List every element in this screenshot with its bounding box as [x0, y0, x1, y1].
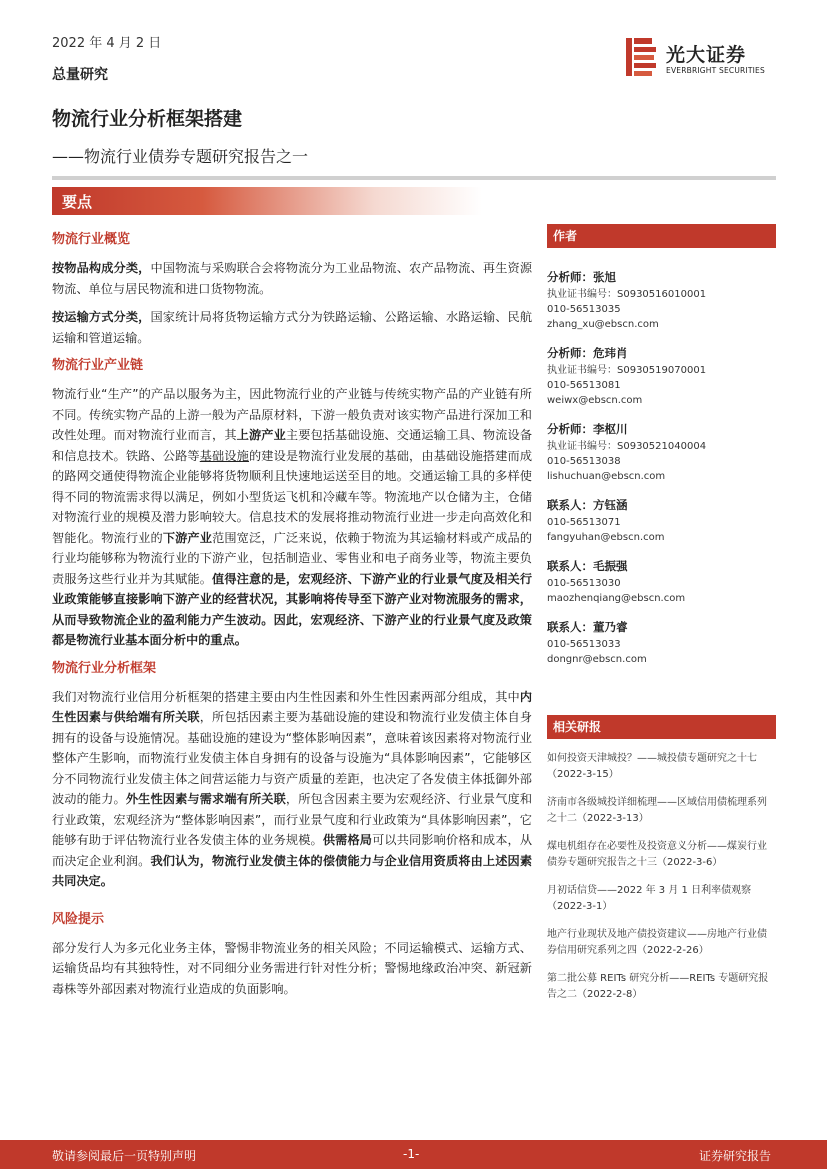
related-report-item[interactable]: 如何投资天津城投？——城投债专题研究之十七（2022-3-15） — [547, 753, 757, 780]
report-subtitle: ——物流行业债券专题研究报告之一 — [52, 147, 309, 166]
key-points-banner — [52, 187, 482, 215]
related-report-item[interactable]: 煤电机组存在必要性及投资意义分析——煤炭行业债券专题研究报告之十三（2022-3-6） — [547, 841, 767, 868]
author-email: zhang_xu@ebscn.com — [547, 319, 659, 330]
author-phone: 010-56513081 — [547, 380, 621, 391]
author-cert: 执业证书编号：S0930521040004 — [547, 441, 707, 452]
report-date: 2022 年 4 月 2 日 — [52, 36, 162, 51]
author-card — [547, 346, 776, 408]
body-text: 中国物流与采购联合会将物流分为工业品物流、农产品物流、再生资源物流、单位与居民物流和进口货物物流。 — [52, 261, 533, 296]
key-points-label: 要点 — [62, 193, 93, 211]
section-heading-framework: 物流行业分析框架 — [52, 660, 157, 676]
body-text: 我们对物流行业信用分析框架的搭建主要由内生性因素和外生性因素两部分组成，其中 — [52, 689, 520, 704]
section-heading-risk: 风险提示 — [52, 911, 105, 927]
related-report-item[interactable]: 地产行业现状及地产债投资建议——房地产行业债券信用研究系列之四（2022-2-26） — [547, 929, 767, 956]
related-reports-panel — [547, 715, 776, 1003]
emphasis-text: 上游产业 — [236, 428, 286, 442]
contact-name: 联系人：毛振强 — [547, 559, 628, 573]
report-title: 物流行业分析框架搭建 — [52, 108, 243, 130]
author-cert: 执业证书编号：S0930519070001 — [547, 365, 707, 376]
author-name: 分析师：张旭 — [547, 270, 616, 284]
body-text: 的建设是物流行业发展的基础，由基础设施搭建而成的路网交通使得物流企业能够将货物顺利且快速地运送至目的地。交通运输工具的多样使得不同的物流需求得以满足，例如小型货运飞机和冷藏车等。物流地产以仓储为主，仓储对物流行业的规模及潜力影响较大。信息技术的发展将推动物流行业进一步走向高效化和智能化。物流行业的 — [52, 448, 533, 545]
header-divider — [52, 176, 776, 180]
underlined-text: 基础设施 — [199, 448, 249, 463]
section-heading-chain: 物流行业产业链 — [52, 358, 144, 373]
paragraph-chain — [52, 384, 532, 651]
author-card — [547, 270, 776, 332]
author-phone: 010-56513035 — [547, 304, 621, 315]
author-cert: 执业证书编号：S0930516010001 — [547, 289, 707, 300]
authors-label: 作者 — [547, 224, 776, 248]
emphasis-text: 外生性因素与需求端有所关联 — [125, 792, 286, 806]
logo-name: 光大证券 — [666, 44, 747, 66]
related-report-item[interactable]: 济南市各级城投详细梳理——区域信用债梳理系列之十二（2022-3-13） — [547, 797, 767, 824]
body-text: 国家统计局将货物运输方式分为铁路运输、公路运输、水路运输、民航运输和管道运输。 — [52, 310, 533, 345]
contact-name: 联系人：董乃睿 — [547, 620, 628, 634]
paragraph-risk: 部分发行人为多元化业务主体，警惕非物流业务的相关风险；不同运输模式、运输方式、运输货品均有其独特性，对不同细分业务需进行针对性分析；警惕地缘政治冲突、新冠新毒株等外部因素对物流行业造成的负面影响。 — [52, 940, 532, 996]
section-heading-overview: 物流行业概览 — [52, 232, 131, 247]
emphasis-text: 值得注意的是，宏观经济、下游产业的行业景气度及相关行业政策能够直接影响下游产业的经营状况，其影响将传导至下游产业对物流服务的需求，从而导致物流企业的盈利能力产生波动。因此，宏观经济、下游产业的行业景气度及政策都是物流行业基本面分析中的重点。 — [52, 571, 533, 647]
body-text: 可以共同影响价格和成本，从而决定企业利润。 — [52, 833, 533, 868]
lead-text: 按物品构成分类， — [52, 261, 151, 275]
emphasis-text: 下游产业 — [162, 530, 213, 545]
contact-email: fangyuhan@ebscn.com — [547, 532, 665, 543]
contact-card — [547, 559, 776, 606]
contact-email: maozhenqiang@ebscn.com — [547, 593, 686, 604]
lead-text: 按运输方式分类， — [52, 310, 151, 324]
body-text: ，所包含因素主要为宏观经济、行业景气度和行业政策，宏观经济为“整体影响因素”，而行业景气度和行业政策为“具体影响因素”，它能够有助于评估物流行业各发债主体的业务规模。 — [52, 792, 533, 847]
contact-name: 联系人：方钰涵 — [547, 498, 628, 512]
contact-phone: 010-56513030 — [547, 578, 621, 589]
related-report-item[interactable]: 月初话信贷——2022 年 3 月 1 日利率债观察（2022-3-1） — [547, 885, 752, 912]
body-text: 主要包括基础设施、交通运输工具、物流设备和信息技术。铁路、公路等 — [52, 428, 533, 463]
emphasis-text: 内生性因素与供给端有所关联 — [52, 689, 532, 724]
logo-name-en: EVERBRIGHT SECURITIES — [666, 66, 765, 75]
related-label: 相关研报 — [547, 715, 776, 739]
main-content — [52, 230, 532, 1007]
author-email: lishuchuan@ebscn.com — [547, 471, 666, 482]
contact-email: dongnr@ebscn.com — [547, 654, 647, 665]
author-name: 分析师：危玮肖 — [547, 346, 628, 360]
body-text: 物流行业“生产”的产品以服务为主，因此物流行业的产业链与传统实物产品的产业链有所不同。传统实物产品的上游一般为产品原材料，下游一般负责对该实物产品进行深加工和改性处理。而对物流行业而言，其 — [52, 387, 532, 442]
related-report-item[interactable]: 第二批公募 REITs 研究分析——REITs 专题研究报告之二（2022-2-8） — [547, 973, 769, 1000]
footer-disclaimer: 敬请参阅最后一页特别声明 — [52, 1149, 197, 1163]
author-card — [547, 422, 776, 484]
body-text: 范围宽泛，广泛来说，依赖于物流为其运输材料或产成品的行业均能够称为物流行业的下游产业，包括制造业、零售业和电子商务业等，物流主要负责服务这些行业并为其赋能。 — [52, 530, 533, 586]
report-category: 总量研究 — [52, 67, 108, 83]
footer-report-type: 证券研究报告 — [698, 1149, 771, 1163]
paragraph-overview-2 — [52, 307, 532, 348]
logo-mark-icon — [624, 36, 658, 78]
company-logo — [624, 36, 784, 82]
emphasis-text: 我们认为，物流行业发债主体的偿债能力与企业信用资质将由上述因素共同决定。 — [52, 853, 533, 888]
body-text: ，所包括因素主要为基础设施的建设和物流行业发债主体自身拥有的设备与设施情况。基础设施的建设为“整体影响因素”，意味着该因素将对物流行业整体产生影响，而物流行业发债主体自身拥有的设备与设施为“具体影响因素”，它能够区分不同物流行业发债主体之间营运能力与资产质量的差距，也决定了各发债主体抵御外部波动的能力。 — [52, 710, 533, 806]
paragraph-framework — [52, 687, 532, 892]
author-name: 分析师：李枢川 — [547, 422, 628, 436]
emphasis-text: 供需格局 — [322, 833, 373, 847]
paragraph-overview-1 — [52, 258, 532, 299]
author-email: weiwx@ebscn.com — [547, 395, 643, 406]
contact-phone: 010-56513033 — [547, 639, 621, 650]
authors-panel — [547, 224, 776, 681]
author-phone: 010-56513038 — [547, 456, 621, 467]
contact-phone: 010-56513071 — [547, 517, 621, 528]
page-footer — [0, 1140, 827, 1169]
contact-card — [547, 620, 776, 667]
contact-card — [547, 498, 776, 545]
footer-page-number: -1- — [403, 1147, 420, 1161]
